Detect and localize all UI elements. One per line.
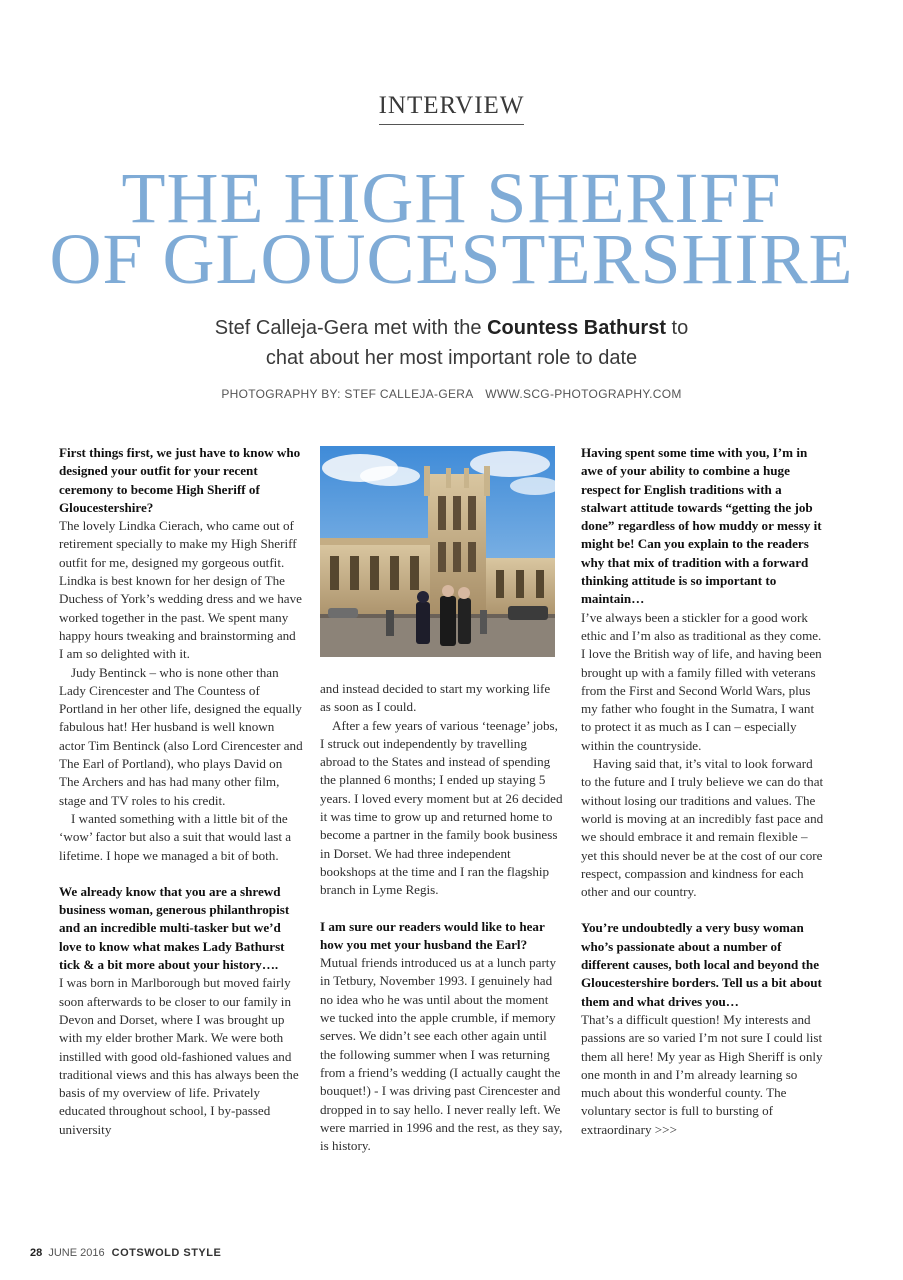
answer-1-paragraph-2: Judy Bentinck – who is none other than Lady Cirencester and The Countess of Portland in her other life, designed the equally fabulous hat! Her husband is well known actor Tim Bentinck (also Lord Cirencester and The Earl of Portland), who plays David on The Archers and has had many other film, stage and TV roles to his credit. [59, 664, 303, 808]
answer-2-paragraph-2: After a few years of various ‘teenage’ jobs, I struck out independently by travelling abroad to the States and instead of spending the planned 6 months; I ended up staying 5 years. I loved every moment but at 26 decided it was time to grow up and returned home to become a partner in the family book business in Dorset. We had three independent bookshops at the time and I ran the flagship branch in Lyme Regis. [320, 717, 563, 898]
standfirst-before: Stef Calleja-Gera met with the [214, 317, 488, 339]
answer-1-paragraph-1: The lovely Lindka Cierach, who came out of retirement specially to make my High Sheriff outfit for me, designed my gorgeous outfit. Lindka is best known for her design of The Duchess of York’s wedding dress and we have worked together in the past. We spent many happy hours tweaking and brainstorming and I am so delighted with it. [59, 518, 302, 662]
question-2: We already know that you are a shrewd business woman, generous philanthropist and an incredible multi-tasker but we’d love to know what makes Lady Bathurst tick & a bit more about your history…. [59, 883, 290, 973]
issue-date: JUNE 2016 [48, 1247, 105, 1259]
answer-1-paragraph-3: I wanted something with a little bit of the ‘wow’ factor but also a suit that would last a lifetime. I hope we managed a bit of both. [59, 810, 292, 863]
answer-2-paragraph-1: I was born in Marlborough but moved fairly soon afterwards to be closer to our family in Devon and Dorset, where I was brought up with my elder brother Mark. We were both instilled with good old-fashioned values and traditional views and this has always been the basis of my overview of life. Privately educated throughout school, I by-passed university [59, 975, 299, 1137]
article-column-1 [59, 444, 303, 1139]
answer-4-paragraph-1: I’ve always been a stickler for a good work ethic and I’m also as traditional as they come. I love the British way of life, and having been brought up with a family filled with veterans from the First and Second World Wars, plus my father who fought in the Sumatra, I want to protect it as much as I can – especially within the countryside. [581, 609, 822, 753]
headline [0, 158, 903, 299]
answer-3-paragraph-1: Mutual friends introduced us at a lunch party in Tetbury, November 1993. I genuinely had no idea who he was until about the moment we tucked into the apple crumble, if memory serves. We didn’t see each other again until the following summer when I was returning from a friend’s wedding (I actually caught the bouquet!) - I was driving past Cirencester and dropped in to say hello. I never really left. We were married in 1996 and the rest, as they say, is history. [320, 955, 563, 1154]
interviewee-name: Countess Bathurst [487, 317, 666, 339]
magazine-name: COTSWOLD STYLE [111, 1247, 222, 1259]
question-4: Having spent some time with you, I’m in awe of your ability to combine a huge respect for English traditions with a stalwart attitude towards “getting the job done” regardless of how muddy or messy it might be! Can you explain to the readers why that mix of tradition with a forward thinking attitude is so important to maintain… [581, 445, 822, 607]
question-3: I am sure our readers would like to hear how you met your husband the Earl? [320, 918, 545, 952]
answer-5-paragraph-1: That’s a difficult question! My interests and passions are so varied I’m not sure I could list them all here! My year as High Sheriff is only one month in and I’m already learning so much about this wonderful county. The voluntary sector is full to bursting of extraordinary >>> [581, 1011, 823, 1137]
answer-4-paragraph-2: Having said that, it’s vital to look forward to the future and I truly believe we can do that without losing our traditions and values. The world is moving at an incredibly fast pace and we should embrace it and remain flexible – yet this should never be at the cost of our core respect, compassion and kindness for each other and our country. [581, 756, 824, 900]
photographer-credit: PHOTOGRAPHY BY: STEF CALLEJA-GERA [221, 387, 474, 401]
page-footer [30, 1247, 221, 1259]
question-5: You’re undoubtedly a very busy woman who’s passionate about a number of different causes, both local and beyond the Gloucestershire borders. Tell us a bit about them and what drives you… [581, 920, 822, 1009]
cathedral-photo [320, 446, 555, 657]
standfirst [0, 313, 903, 373]
standfirst-line-1 [0, 313, 903, 343]
headline-line-2: OF GLOUCESTERSHIRE [49, 219, 854, 299]
answer-2-continued: and instead decided to start my working life as soon as I could. [320, 681, 551, 715]
standfirst-line-2: chat about her most important role to date [265, 347, 638, 369]
photographer-website: WWW.SCG-PHOTOGRAPHY.COM [485, 387, 682, 401]
headline-line-1: THE HIGH SHERIFF [121, 158, 782, 238]
article-column-2 [320, 680, 564, 1155]
question-1: First things first, we just have to know who designed your outfit for your recent ceremony to become High Sheriff of Gloucestershire? [59, 445, 301, 515]
standfirst-after: to [666, 317, 689, 339]
article-column-3 [581, 444, 825, 1139]
photo-credit [0, 387, 903, 401]
cathedral-photo-illustration [320, 446, 555, 657]
page-number: 28 [30, 1247, 43, 1259]
section-label-wrap [0, 92, 903, 125]
section-label: INTERVIEW [379, 92, 525, 125]
